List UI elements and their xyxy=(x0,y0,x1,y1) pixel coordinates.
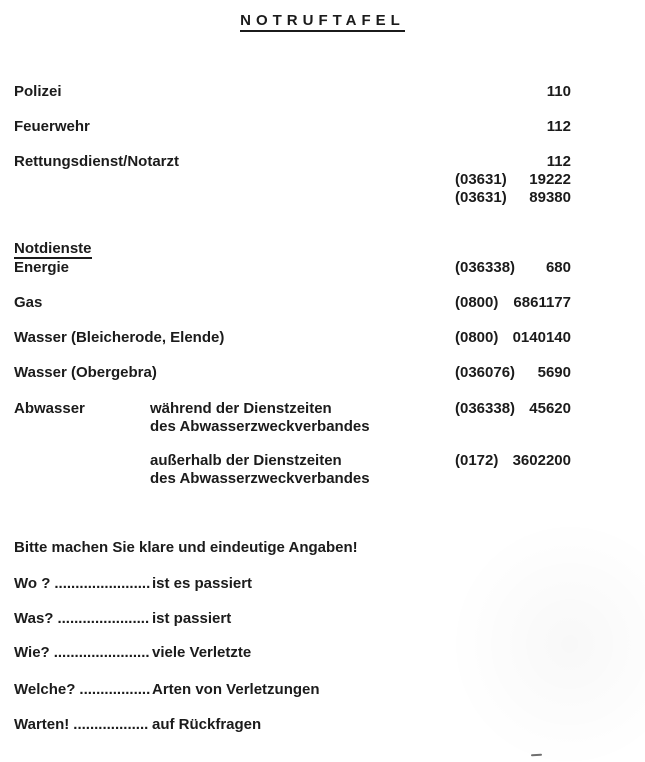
phone-cell xyxy=(455,189,571,206)
description-line: während der Dienstzeiten xyxy=(150,400,332,417)
phone-cell xyxy=(455,452,571,469)
question-with-leader xyxy=(14,681,152,698)
area-code: (03631) xyxy=(455,189,507,206)
answer-text: auf Rückfragen xyxy=(152,716,262,733)
rettungsdienst-extra-row xyxy=(0,189,645,207)
phone-number: 112 xyxy=(546,118,571,135)
title-row xyxy=(0,12,645,32)
area-code: (03631) xyxy=(455,171,507,188)
dotted-leader: .................. xyxy=(73,716,149,733)
dotted-leader: ....................... xyxy=(53,644,150,661)
description-line: des Abwasserzweckverbandes xyxy=(150,418,370,435)
document-title: NOTRUFTAFEL xyxy=(240,12,405,32)
area-code: (0800) xyxy=(455,329,499,346)
instruction-line xyxy=(14,644,251,661)
phone-number: 89380 xyxy=(529,189,571,206)
instruction-line xyxy=(14,575,252,592)
phone-cell xyxy=(455,83,571,100)
description-line: des Abwasserzweckverbandes xyxy=(150,470,370,487)
phone-number: 680 xyxy=(545,259,571,276)
emergency-row-feuerwehr xyxy=(0,118,645,136)
dotted-leader: ...................... xyxy=(57,610,150,627)
emergency-row-rettungsdienst xyxy=(0,153,645,171)
phone-cell xyxy=(455,259,571,276)
service-label: Energie xyxy=(14,259,70,276)
instructions-intro: Bitte machen Sie klare und eindeutige Angaben! xyxy=(14,539,358,556)
phone-cell xyxy=(455,364,571,381)
dotted-leader: ....................... xyxy=(54,575,151,592)
answer-text: ist passiert xyxy=(152,610,232,627)
answer-text: viele Verletzte xyxy=(152,644,252,661)
rettungsdienst-extra-row xyxy=(0,171,645,189)
phone-number: 5690 xyxy=(537,364,571,381)
description-line: außerhalb der Dienstzeiten xyxy=(150,452,342,469)
phone-number: 0140140 xyxy=(512,329,571,346)
instruction-line xyxy=(14,610,231,627)
service-label: Rettungsdienst/Notarzt xyxy=(14,153,179,170)
phone-number: 19222 xyxy=(529,171,571,188)
phone-number: 112 xyxy=(546,153,571,170)
area-code: (0800) xyxy=(455,294,499,311)
section-heading-row xyxy=(0,240,645,258)
phone-number: 3602200 xyxy=(512,452,571,469)
instruction-line xyxy=(14,716,261,733)
area-code: (036076) xyxy=(455,364,516,381)
phone-number: 110 xyxy=(546,83,571,100)
notdienst-row-energie xyxy=(0,259,645,277)
question-label: Welche? xyxy=(14,681,76,698)
phone-number: 6861177 xyxy=(513,294,571,311)
service-description xyxy=(150,400,370,436)
notdienst-row-wasser-obergebra xyxy=(0,364,645,382)
notdienst-row-gas xyxy=(0,294,645,312)
service-label: Polizei xyxy=(14,83,62,100)
area-code: (036338) xyxy=(455,400,516,417)
area-code: (0172) xyxy=(455,452,499,469)
question-with-leader xyxy=(14,575,152,592)
area-code: (036338) xyxy=(455,259,516,276)
phone-cell xyxy=(455,171,571,188)
service-label: Gas xyxy=(14,294,43,311)
question-label: Wo ? xyxy=(14,575,51,592)
service-label: Wasser (Obergebra) xyxy=(14,364,157,381)
question-with-leader xyxy=(14,644,152,661)
emergency-row-polizei xyxy=(0,83,645,101)
phone-cell xyxy=(455,153,571,170)
notdienst-row-abwasser-1 xyxy=(0,400,645,436)
phone-number: 45620 xyxy=(529,400,571,417)
instructions-intro-row xyxy=(0,539,645,557)
service-label: Abwasser xyxy=(14,400,85,417)
notdienst-row-abwasser-2 xyxy=(0,452,645,488)
phone-cell xyxy=(455,329,571,346)
question-with-leader xyxy=(14,716,152,733)
dotted-leader: ................. xyxy=(79,681,151,698)
service-label: Wasser (Bleicherode, Elende) xyxy=(14,329,225,346)
question-label: Was? xyxy=(14,610,54,627)
question-with-leader xyxy=(14,610,152,627)
phone-cell xyxy=(455,294,571,311)
section-heading-notdienste: Notdienste xyxy=(14,240,92,257)
scan-speck-artifact xyxy=(531,754,542,757)
answer-text: ist es passiert xyxy=(152,575,253,592)
instruction-line xyxy=(14,681,320,698)
phone-cell xyxy=(455,118,571,135)
service-label: Feuerwehr xyxy=(14,118,90,135)
notdienst-row-wasser-bleicherode xyxy=(0,329,645,347)
answer-text: Arten von Verletzungen xyxy=(152,681,320,698)
question-label: Wie? xyxy=(14,644,50,661)
phone-cell xyxy=(455,400,571,417)
service-description xyxy=(150,452,370,488)
question-label: Warten! xyxy=(14,716,70,733)
